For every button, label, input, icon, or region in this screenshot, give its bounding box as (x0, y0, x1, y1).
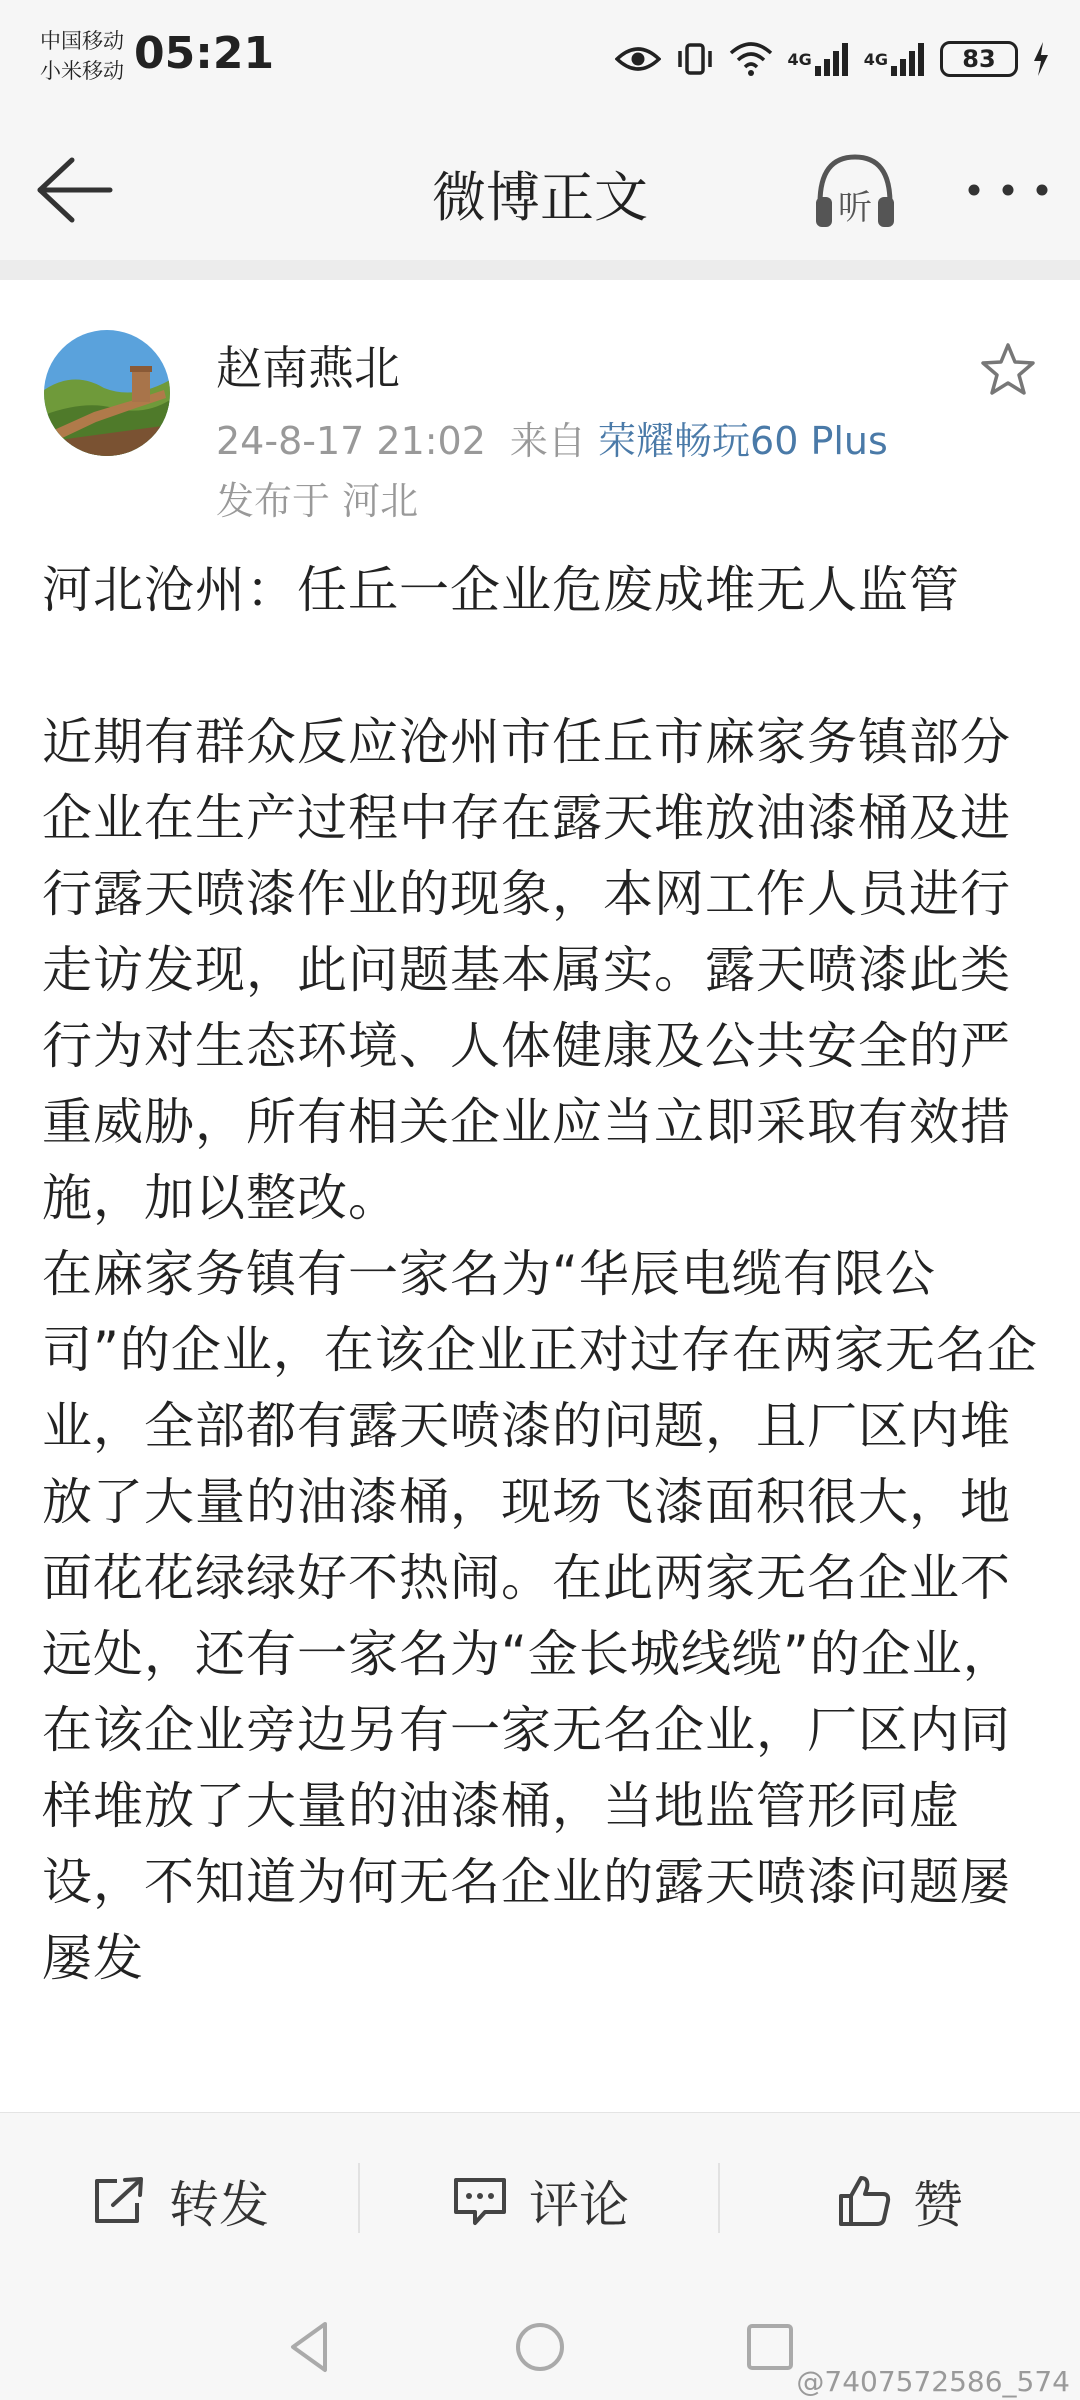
charging-icon (1032, 41, 1050, 77)
post-source[interactable]: 荣耀畅玩60 Plus (598, 419, 888, 463)
battery-icon (940, 41, 1018, 77)
status-time: 05:21 (134, 28, 275, 79)
circle-home-icon (505, 2312, 575, 2382)
battery-level: 83 (962, 45, 996, 73)
network-type-1: 4G (787, 49, 812, 69)
repost-icon (91, 2175, 149, 2227)
comment-button[interactable] (360, 2113, 720, 2288)
like-label: 赞 (913, 2175, 963, 2234)
author-name[interactable]: 赵南燕北 (216, 341, 400, 395)
comment-icon (451, 2174, 509, 2228)
listen-label: 听 (838, 188, 872, 228)
nav-back-button[interactable] (275, 2312, 345, 2382)
triangle-back-icon (275, 2312, 345, 2382)
post-location: 发布于 河北 (216, 479, 419, 523)
favorite-button[interactable] (978, 340, 1038, 400)
wifi-icon (729, 41, 773, 77)
eye-icon (615, 44, 661, 74)
post-paragraph-1: 近期有群众反应沧州市任丘市麻家务镇部分企业在生产过程中存在露天堆放油漆桶及进行露天喷漆作业的现象，本网工作人员进行走访发现，此问题基本属实。露天喷漆此类行为对生态环境、人体健康及公共安全的严重威胁，所有相关企业应当立即采取有效措施，加以整改。 (42, 713, 1011, 1227)
carrier-info (40, 26, 124, 86)
system-nav-bar (0, 2287, 1080, 2400)
post-time: 24-8-17 21:02 (216, 419, 486, 463)
great-wall-avatar-icon (44, 330, 170, 456)
square-recents-icon (735, 2312, 805, 2382)
carrier-2: 小米移动 (40, 59, 124, 83)
comment-label: 评论 (529, 2175, 629, 2234)
post-paragraph-2: 在麻家务镇有一家名为“华辰电缆有限公司”的企业，在该企业正对过存在两家无名企业，全部都有露天喷漆的问题，且厂区内堆放了大量的油漆桶，现场飞漆面积很大，地面花花绿绿好不热闹。在此两家无名企业不远处，还有一家名为“金长城线缆”的企业，在该企业旁边另有一家无名企业，厂区内同样堆放了大量的油漆桶，当地监管形同虚设，不知道为何无名企业的露天喷漆问题屡屡发 (42, 1245, 1038, 1987)
nav-recents-button[interactable] (735, 2312, 805, 2382)
post-body (42, 552, 1042, 2104)
watermark: @7407572586_574 (796, 2365, 1070, 2398)
signal-icon (787, 42, 849, 76)
network-type-2: 4G (863, 49, 888, 69)
more-dots-icon (958, 160, 1058, 220)
top-app-bar (0, 120, 1080, 260)
avatar[interactable] (44, 330, 170, 456)
nav-home-button[interactable] (505, 2312, 575, 2382)
vibrate-icon (675, 39, 715, 79)
page-title: 微博正文 (432, 166, 648, 229)
signal-icon (864, 42, 926, 76)
post-meta (216, 410, 888, 465)
action-bar (0, 2112, 1080, 2288)
carrier-1: 中国移动 (40, 29, 124, 53)
more-button[interactable] (958, 160, 1058, 220)
repost-button[interactable] (0, 2113, 360, 2288)
status-bar (0, 0, 1080, 120)
post-headline: 河北沧州：任丘一企业危废成堆无人监管 (42, 561, 960, 619)
repost-label: 转发 (169, 2175, 269, 2234)
headphones-icon (810, 145, 900, 235)
thumbs-up-icon (837, 2174, 893, 2228)
header-divider (0, 260, 1080, 280)
star-icon (978, 340, 1038, 400)
like-button[interactable] (720, 2113, 1080, 2288)
listen-button[interactable] (810, 145, 900, 235)
from-label: 来自 (509, 419, 586, 463)
